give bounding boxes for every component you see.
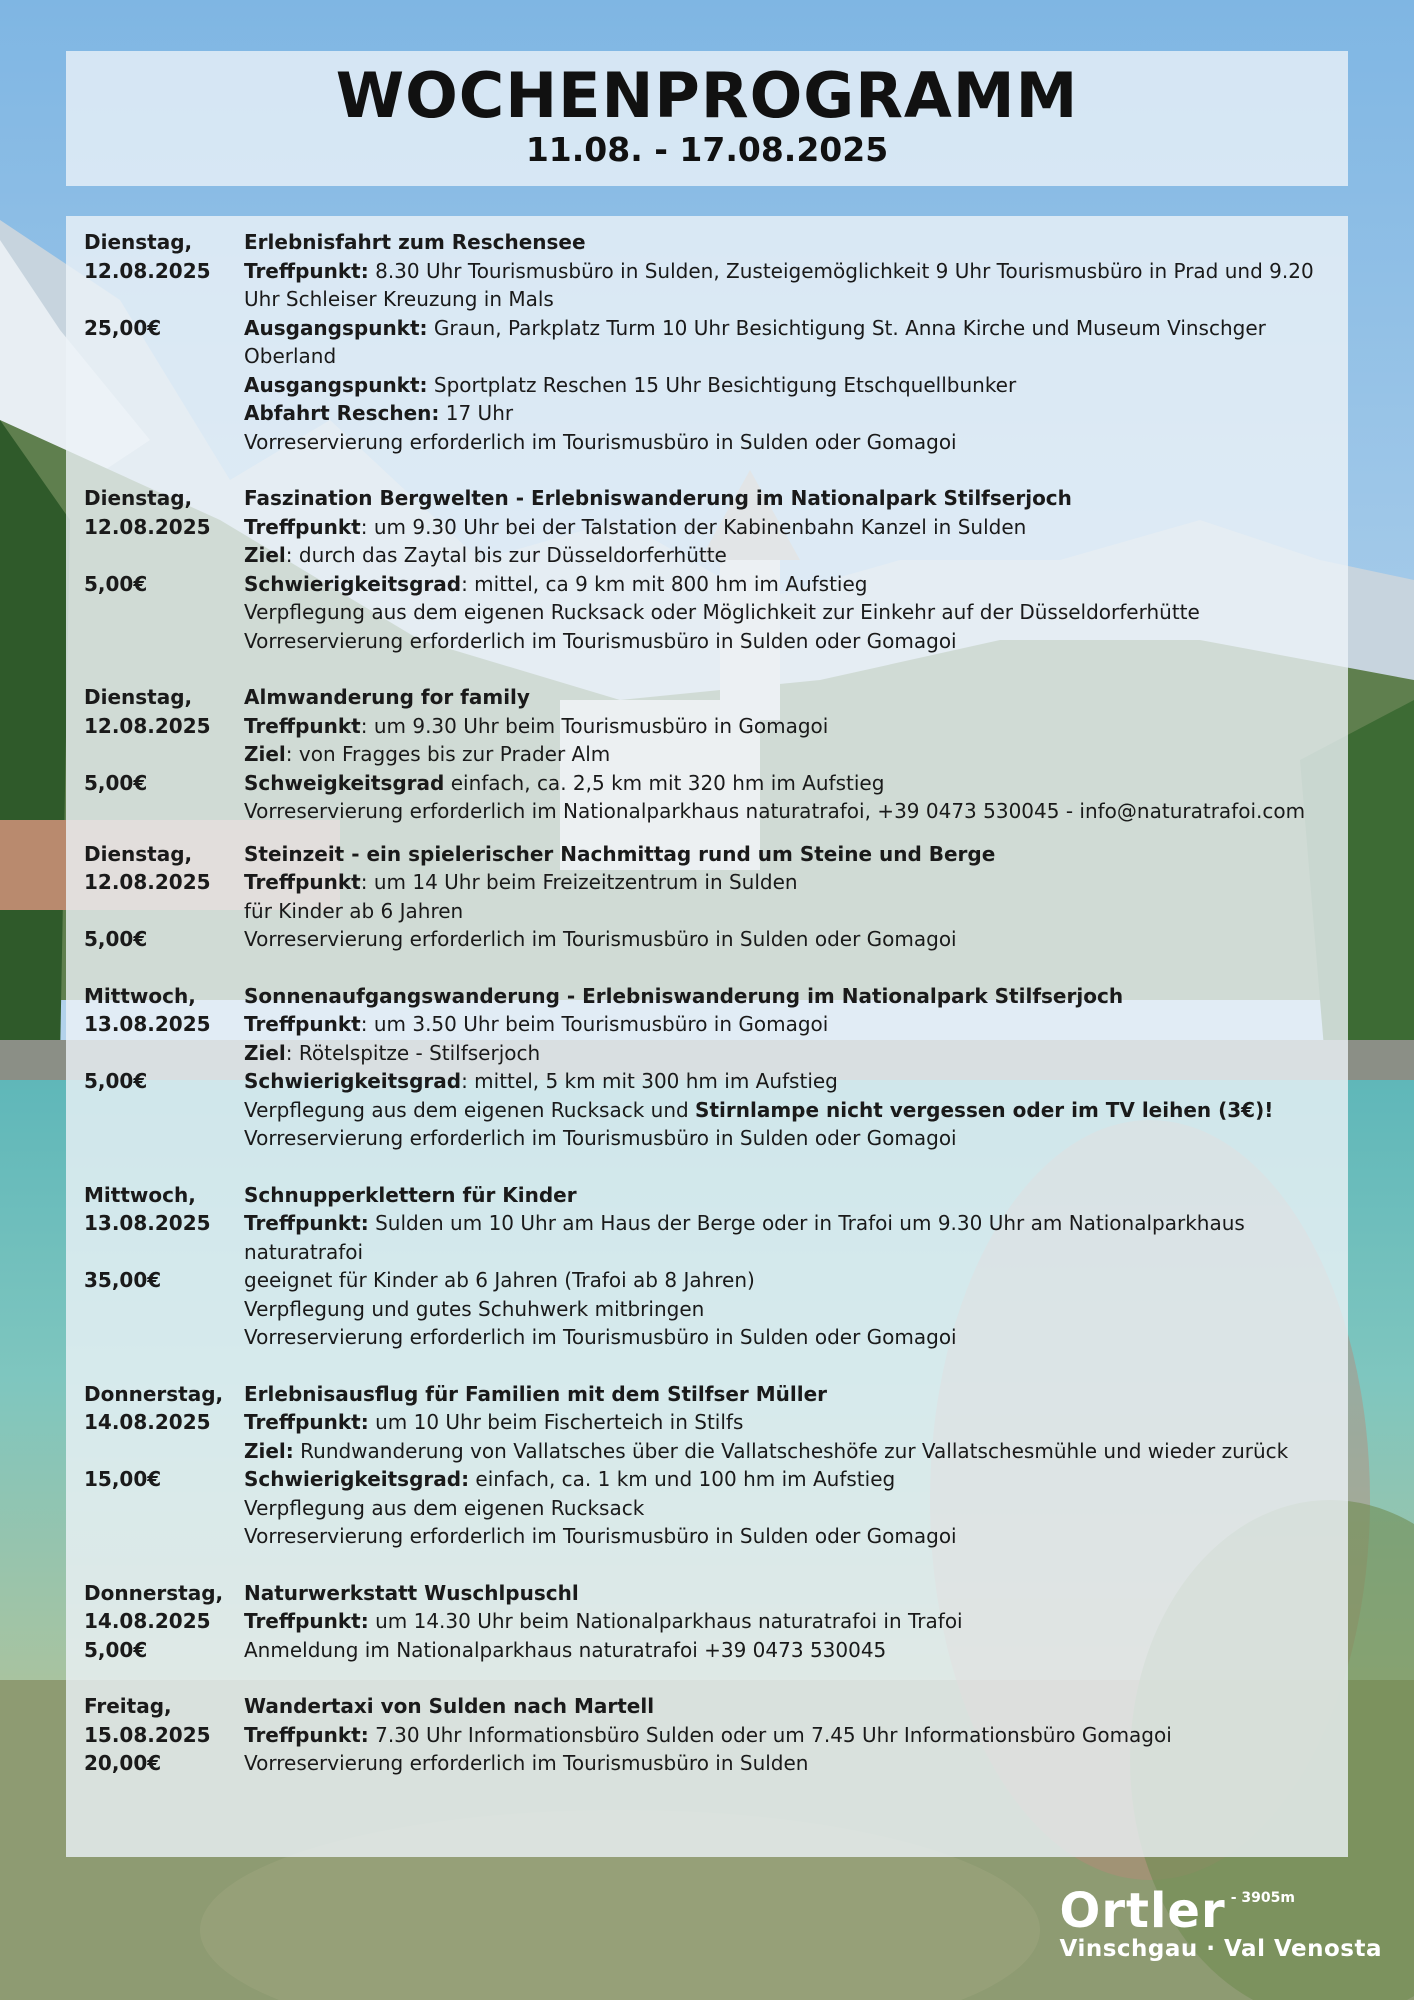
event-details (244, 982, 1328, 1153)
event-detail-line (244, 1465, 1328, 1494)
event-price: 5,00€ (84, 1637, 148, 1662)
detail-text: 17 Uhr (439, 401, 514, 425)
detail-text: 7.30 Uhr Informationsbüro Sulden oder um 7.45 Uhr Informationsbüro Gomagoi (368, 1722, 1172, 1747)
detail-text: geeignet für Kinder ab 6 Jahren (Trafoi ab 8 Jahren) (244, 1268, 755, 1292)
detail-text: : mittel, ca 9 km mit 800 hm im Aufstieg (461, 571, 868, 596)
detail-label: Schwierigkeitsgrad: (244, 1467, 470, 1491)
program-list (66, 216, 1348, 1857)
event-date-column (84, 1692, 244, 1778)
event-detail-line (244, 1323, 1328, 1352)
event-day: Dienstag, (84, 230, 193, 254)
detail-text: Vorreservierung erforderlich im Tourismusbüro in Sulden oder Gomagoi (244, 927, 957, 951)
event-price: 35,00€ (84, 1268, 162, 1292)
event-price: 5,00€ (84, 927, 148, 951)
detail-label: Treffpunkt (244, 1012, 361, 1036)
event-date-column (84, 228, 244, 456)
event-title: Schnupperklettern für Kinder (244, 1182, 577, 1207)
event-title: Almwanderung for family (244, 685, 530, 709)
event-price: 25,00€ (84, 315, 162, 340)
event-entry (84, 1692, 1328, 1778)
event-detail-line (244, 1295, 1328, 1324)
detail-label: Abfahrt Reschen: (244, 401, 440, 425)
event-day: Dienstag, (84, 685, 193, 709)
detail-label: Treffpunkt: (244, 258, 369, 283)
detail-text: : durch das Zaytal bis zur Düsseldorferhütte (285, 543, 727, 567)
detail-label: Schwierigkeitsgrad (244, 571, 462, 596)
event-price: 5,00€ (84, 770, 148, 795)
detail-label: Treffpunkt: (244, 1410, 369, 1434)
week-dates: 11.08. - 17.08.2025 (525, 130, 889, 169)
event-entry (84, 840, 1328, 954)
event-date: 12.08.2025 (84, 258, 211, 283)
event-entry (84, 228, 1328, 456)
detail-label: Treffpunkt: (244, 1211, 369, 1235)
event-entry (84, 1181, 1328, 1352)
detail-label: Ziel (244, 1040, 286, 1065)
event-details (244, 683, 1328, 826)
detail-text: Vorreservierung erforderlich im Tourismusbüro in Sulden (244, 1751, 809, 1775)
event-detail-line (244, 868, 1328, 897)
event-price: 15,00€ (84, 1467, 162, 1491)
detail-label: Ausgangspunkt: (244, 372, 428, 397)
event-date-column (84, 840, 244, 954)
detail-label: Schweigkeitsgrad (244, 770, 445, 795)
detail-label: Treffpunkt: (244, 1609, 369, 1633)
event-date: 12.08.2025 (84, 514, 211, 539)
detail-label: Treffpunkt (244, 514, 361, 539)
detail-text: : um 3.50 Uhr beim Tourismusbüro in Gomagoi (360, 1012, 829, 1036)
event-detail-line (244, 399, 1328, 428)
header-box (66, 51, 1348, 186)
event-detail-line (244, 598, 1328, 627)
event-detail-line (244, 1266, 1328, 1295)
event-date-column (84, 982, 244, 1153)
event-date: 14.08.2025 (84, 1410, 211, 1434)
event-detail-line (244, 1437, 1328, 1466)
event-entry (84, 1579, 1328, 1665)
event-detail-line (244, 1494, 1328, 1523)
detail-text: : um 9.30 Uhr beim Tourismusbüro in Gomagoi (360, 713, 829, 738)
logo-subtitle: Vinschgau · Val Venosta (1059, 1936, 1382, 1962)
event-date: 15.08.2025 (84, 1722, 211, 1747)
event-detail-line (244, 513, 1328, 542)
event-date-column (84, 1181, 244, 1352)
detail-text: um 10 Uhr beim Fischerteich in Stilfs (368, 1410, 744, 1434)
logo-altitude: - 3905m (1230, 1890, 1295, 1906)
detail-label: Treffpunkt: (244, 1722, 369, 1747)
event-details (244, 1380, 1328, 1551)
detail-label: Schwierigkeitsgrad (244, 1069, 462, 1093)
event-date: 13.08.2025 (84, 1012, 211, 1036)
event-price: 5,00€ (84, 1069, 148, 1093)
event-detail-line (244, 541, 1328, 570)
event-day: Mittwoch, (84, 1182, 196, 1207)
detail-text: Vorreservierung erforderlich im Tourismusbüro in Sulden oder Gomagoi (244, 429, 957, 454)
event-day: Dienstag, (84, 486, 193, 510)
event-day: Freitag, (84, 1694, 172, 1718)
event-day: Mittwoch, (84, 983, 196, 1008)
detail-label: Treffpunkt (244, 870, 361, 894)
event-detail-line (244, 769, 1328, 798)
detail-text: Graun, Parkplatz Turm 10 Uhr Besichtigung St. Anna Kirche und Museum Vinschger Oberland (244, 315, 1273, 368)
event-detail-line (244, 428, 1328, 457)
event-detail-line (244, 257, 1328, 314)
detail-text: Vorreservierung erforderlich im Tourismusbüro in Sulden oder Gomagoi (244, 628, 957, 653)
event-detail-line (244, 1749, 1328, 1778)
event-title: Wandertaxi von Sulden nach Martell (244, 1694, 655, 1718)
detail-label: Ziel (244, 543, 286, 567)
event-price: 5,00€ (84, 571, 148, 596)
detail-text: Anmeldung im Nationalparkhaus naturatrafoi +39 0473 530045 (244, 1637, 887, 1662)
logo-brand: Ortler (1059, 1883, 1226, 1939)
detail-text: Rundwanderung von Vallatsches über die Vallatscheshöfe zur Vallatschesmühle und wieder zurück (293, 1438, 1289, 1463)
event-date: 14.08.2025 (84, 1609, 211, 1633)
detail-text: Vorreservierung erforderlich im Tourismusbüro in Sulden oder Gomagoi (244, 1524, 957, 1548)
event-detail-line (244, 797, 1328, 826)
page-title: WOCHENPROGRAMM (335, 59, 1079, 132)
event-detail-line (244, 1607, 1328, 1636)
event-detail-line (244, 740, 1328, 769)
event-detail-line (244, 570, 1328, 599)
event-date: 12.08.2025 (84, 870, 211, 894)
event-date-column (84, 683, 244, 826)
detail-label: Treffpunkt (244, 713, 361, 738)
event-title: Sonnenaufgangswanderung - Erlebniswanderung im Nationalpark Stilfserjoch (244, 983, 1124, 1008)
detail-text: Verpflegung aus dem eigenen Rucksack (244, 1495, 645, 1520)
event-date: 13.08.2025 (84, 1211, 211, 1235)
detail-bold-note: Stirnlampe nicht vergessen oder im TV leihen (3€)! (695, 1097, 1274, 1122)
event-title: Steinzeit - ein spielerischer Nachmittag rund um Steine und Berge (244, 841, 996, 866)
event-details (244, 840, 1328, 954)
detail-label: Ziel (244, 742, 286, 766)
detail-text: um 14.30 Uhr beim Nationalparkhaus naturatrafoi in Trafoi (368, 1609, 963, 1633)
detail-text: einfach, ca. 2,5 km mit 320 hm im Aufstieg (444, 770, 885, 795)
detail-text: Verpflegung und gutes Schuhwerk mitbringen (244, 1296, 705, 1321)
event-title: Faszination Bergwelten - Erlebniswanderung im Nationalpark Stilfserjoch (244, 486, 1072, 510)
detail-text: : um 14 Uhr beim Freizeitzentrum in Sulden (360, 870, 798, 894)
detail-text: Verpflegung aus dem eigenen Rucksack und (244, 1097, 696, 1122)
event-detail-line (244, 1124, 1328, 1153)
event-date: 12.08.2025 (84, 713, 211, 738)
detail-text: Sulden um 10 Uhr am Haus der Berge oder in Trafoi um 9.30 Uhr am Nationalparkhaus naturatrafoi (244, 1211, 1252, 1264)
event-date-column (84, 1579, 244, 1665)
event-details (244, 1181, 1328, 1352)
event-day: Donnerstag, (84, 1381, 224, 1406)
event-detail-line (244, 1209, 1328, 1266)
event-details (244, 484, 1328, 655)
event-detail-line (244, 712, 1328, 741)
detail-label: Ziel: (244, 1438, 294, 1463)
event-detail-line (244, 1010, 1328, 1039)
event-date-column (84, 484, 244, 655)
event-entry (84, 484, 1328, 655)
event-detail-line (244, 1408, 1328, 1437)
detail-text: Vorreservierung erforderlich im Nationalparkhaus naturatrafoi, +39 0473 530045 - info@naturatrafoi.com (244, 799, 1306, 823)
event-detail-line (244, 1096, 1328, 1125)
detail-label: Ausgangspunkt: (244, 315, 428, 340)
event-detail-line (244, 1721, 1328, 1750)
event-detail-line (244, 1636, 1328, 1665)
event-details (244, 1692, 1328, 1778)
detail-text: : Rötelspitze - Stilfserjoch (285, 1040, 541, 1065)
event-entry (84, 683, 1328, 826)
event-entry (84, 982, 1328, 1153)
event-detail-line (244, 1039, 1328, 1068)
detail-text: Verpflegung aus dem eigenen Rucksack oder Möglichkeit zur Einkehr auf der Düsseldorferhütte (244, 600, 1200, 624)
detail-text: : von Fragges bis zur Prader Alm (285, 742, 611, 766)
event-date-column (84, 1380, 244, 1551)
event-title: Erlebnisfahrt zum Reschensee (244, 230, 586, 254)
event-title: Naturwerkstatt Wuschlpuschl (244, 1580, 579, 1605)
detail-text: : um 9.30 Uhr bei der Talstation der Kabinenbahn Kanzel in Sulden (360, 514, 1027, 539)
event-detail-line (244, 925, 1328, 954)
event-price: 20,00€ (84, 1751, 162, 1775)
event-day: Donnerstag, (84, 1580, 224, 1605)
event-detail-line (244, 1522, 1328, 1551)
detail-text: Vorreservierung erforderlich im Tourismusbüro in Sulden oder Gomagoi (244, 1325, 957, 1349)
event-day: Dienstag, (84, 841, 193, 866)
event-detail-line (244, 627, 1328, 656)
event-details (244, 1579, 1328, 1665)
event-title: Erlebnisausflug für Familien mit dem Stilfser Müller (244, 1381, 828, 1406)
detail-text: Vorreservierung erforderlich im Tourismusbüro in Sulden oder Gomagoi (244, 1126, 957, 1150)
ortler-logo (1059, 1883, 1382, 1962)
detail-text: einfach, ca. 1 km und 100 hm im Aufstieg (469, 1467, 896, 1491)
event-entry (84, 1380, 1328, 1551)
event-detail-line (244, 1067, 1328, 1096)
event-detail-line (244, 314, 1328, 371)
event-detail-line (244, 897, 1328, 926)
detail-text: Sportplatz Reschen 15 Uhr Besichtigung Etschquellbunker (427, 372, 1017, 397)
event-detail-line (244, 371, 1328, 400)
detail-text: für Kinder ab 6 Jahren (244, 898, 464, 923)
detail-text: : mittel, 5 km mit 300 hm im Aufstieg (461, 1069, 838, 1093)
detail-text: 8.30 Uhr Tourismusbüro in Sulden, Zusteigemöglichkeit 9 Uhr Tourismusbüro in Prad und 9.20 Uhr Schleiser Kreuzung in Mals (244, 258, 1321, 311)
event-details (244, 228, 1328, 456)
